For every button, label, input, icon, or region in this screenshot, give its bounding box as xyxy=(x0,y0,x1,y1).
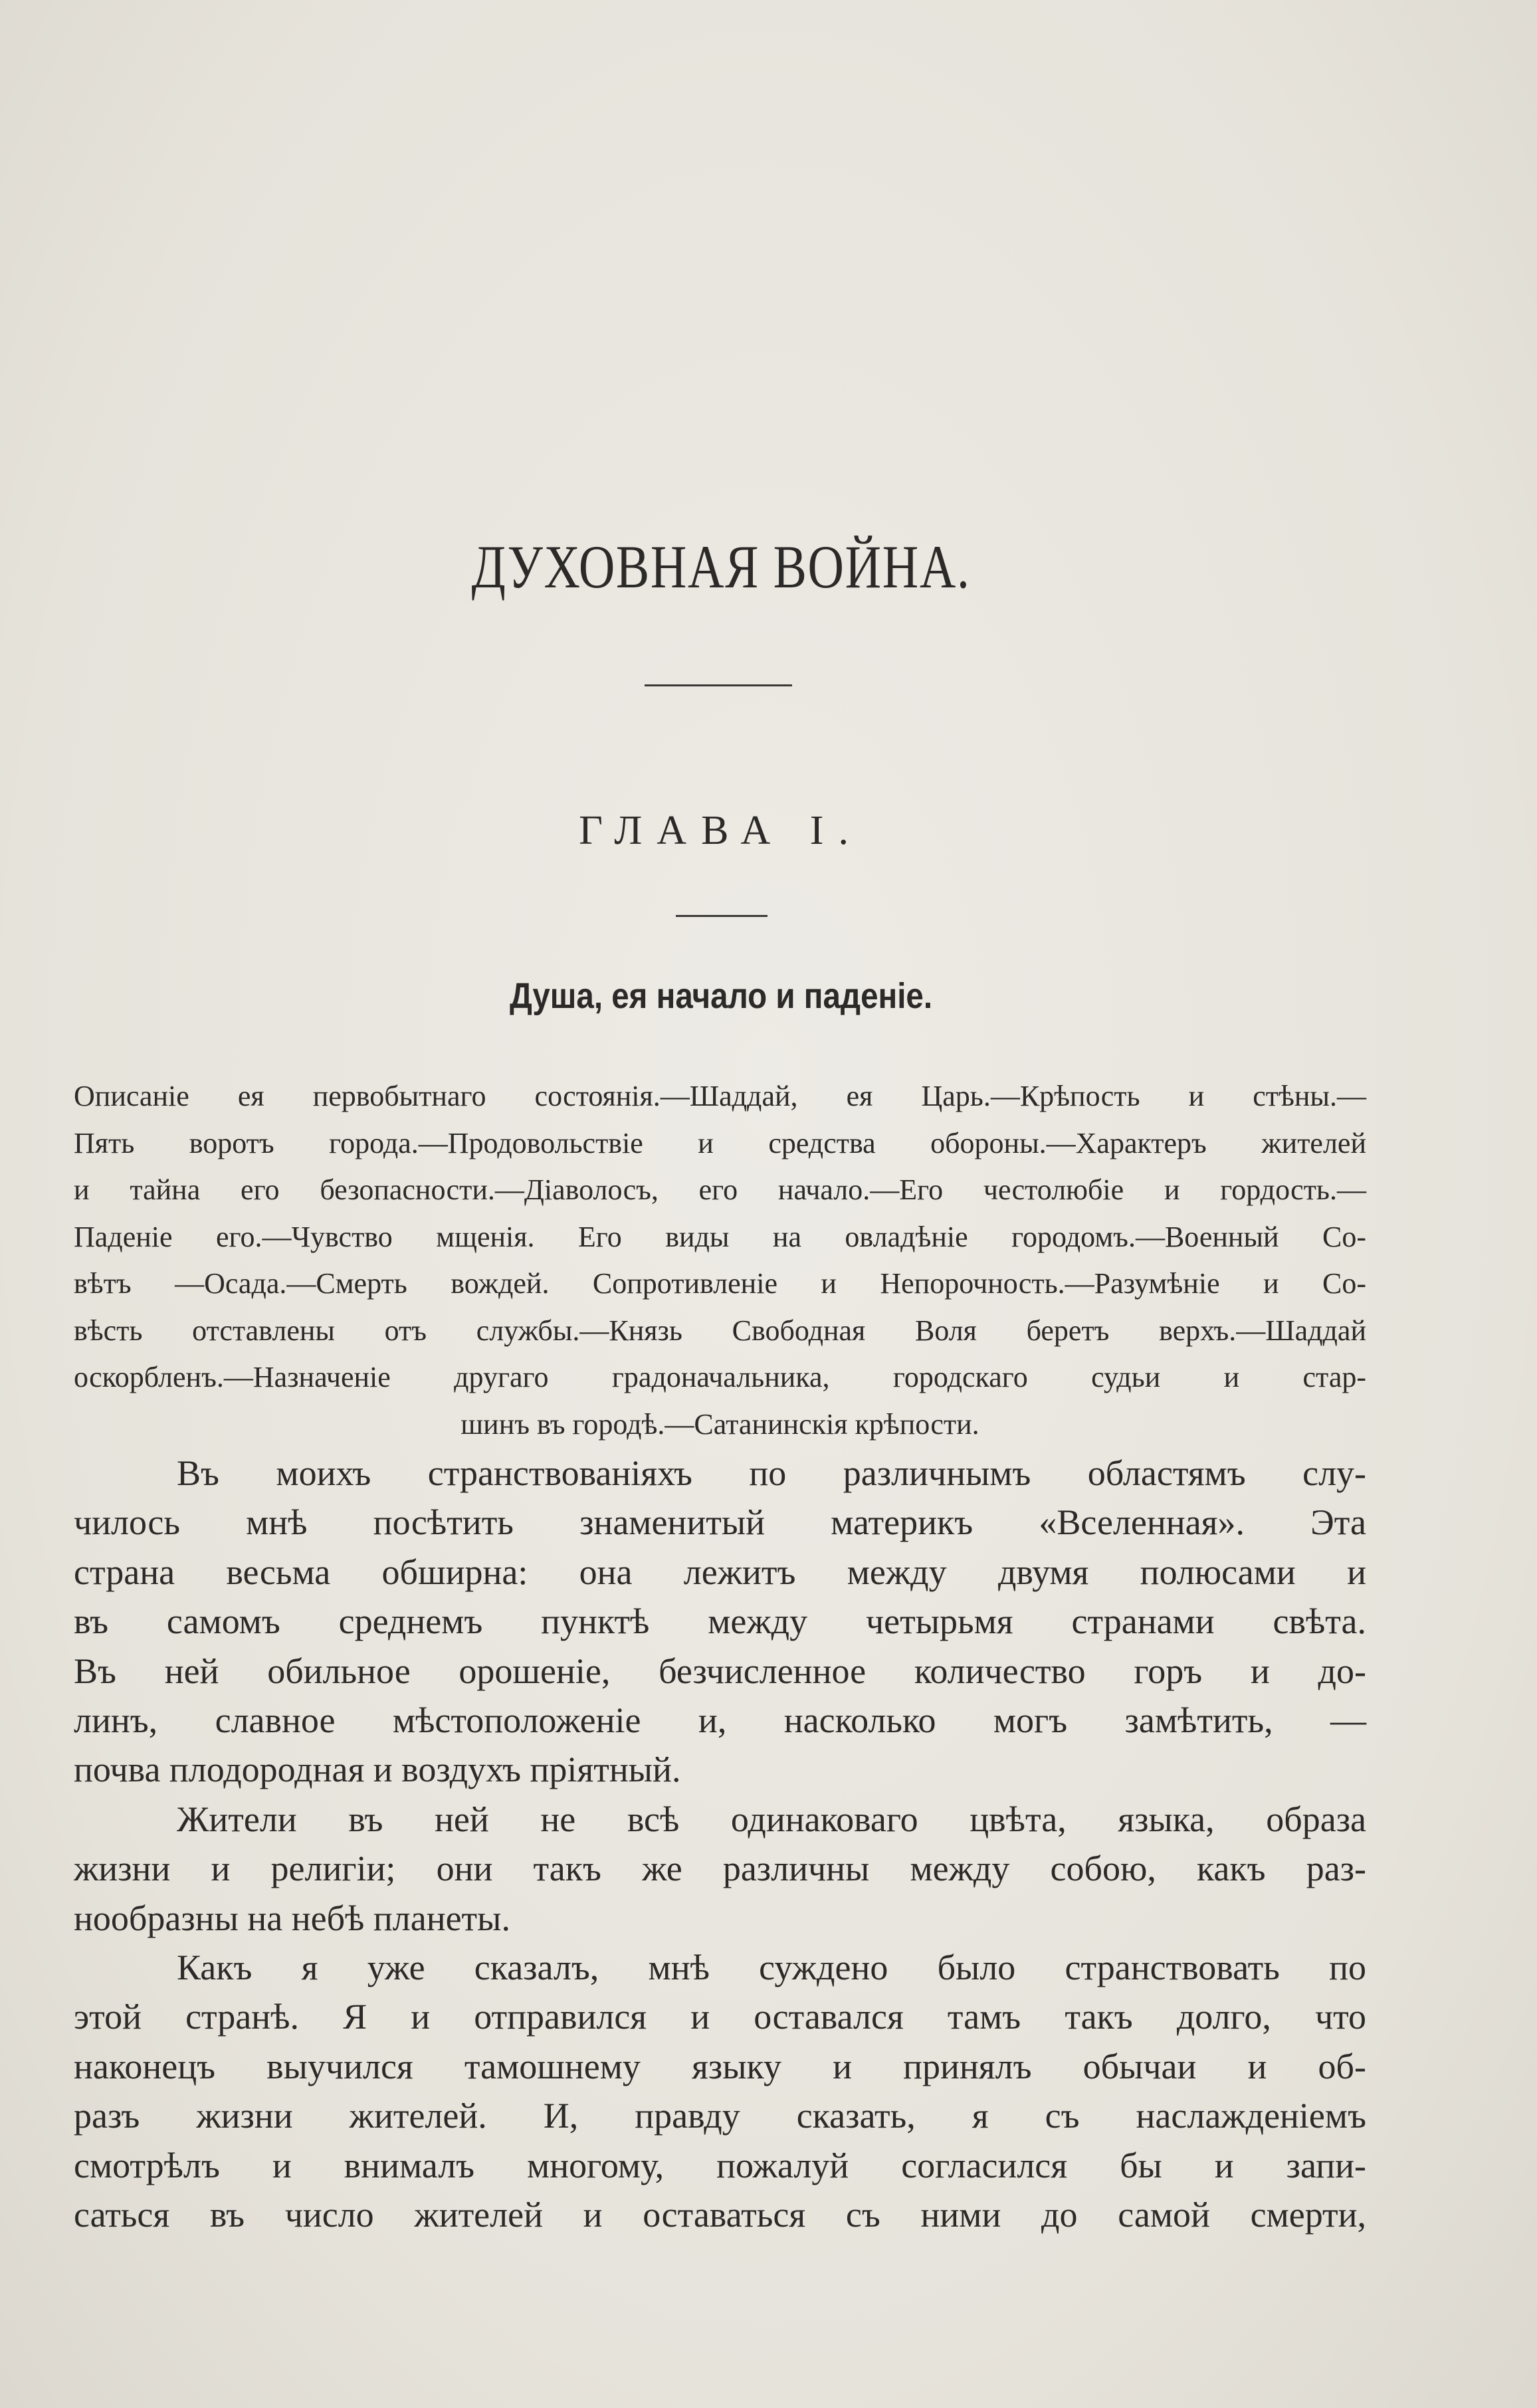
body-line: нообразны на небѣ планеты. xyxy=(74,1898,510,1938)
summary-line: Пять воротъ города.—Продовольствіе и средства обороны.—Характеръ жителей xyxy=(74,1126,1366,1159)
summary-line: и тайна его безопасности.—Діаволосъ, его начало.—Его честолюбіе и гордость.— xyxy=(74,1173,1366,1206)
body-line: Жители въ ней не всѣ одинаковаго цвѣта, языка, образа xyxy=(177,1799,1366,1839)
body-line: Въ моихъ странствованіяхъ по различнымъ областямъ слу- xyxy=(177,1453,1366,1493)
body-text xyxy=(74,1449,1366,2240)
summary-line: Описаніе ея первобытнаго состоянія.—Шаддай, ея Царь.—Крѣпость и стѣны.— xyxy=(74,1080,1366,1112)
book-title: ДУХОВНАЯ ВОЙНА. xyxy=(471,533,971,601)
body-line: жизни и религіи; они такъ же различны между собою, какъ раз- xyxy=(74,1849,1366,1889)
divider-rule xyxy=(645,684,792,686)
body-line: смотрѣлъ и внималъ многому, пожалуй согласился бы и запи- xyxy=(74,2145,1366,2185)
body-line: почва плодородная и воздухъ пріятный. xyxy=(74,1750,681,1790)
body-line: саться въ число жителей и оставаться съ ними до самой смерти, xyxy=(74,2195,1366,2235)
body-line: разъ жизни жителей. И, правду сказать, я съ наслажденіемъ xyxy=(74,2096,1366,2136)
body-line: наконецъ выучился тамошнему языку и принялъ обычаи и об- xyxy=(74,2046,1366,2086)
chapter-summary xyxy=(74,1073,1366,1448)
body-line: линъ, славное мѣстоположеніе и, насколько могъ замѣтить, — xyxy=(74,1700,1366,1741)
chapter-subtitle: Душа, ея начало и паденіе. xyxy=(509,976,933,1016)
body-line: Въ ней обильное орошеніе, безчисленное количество горъ и до- xyxy=(74,1651,1366,1691)
summary-line: оскорбленъ.—Назначеніе другаго градоначальника, городскаго судьи и стар- xyxy=(74,1361,1366,1393)
summary-line: вѣсть отставлены отъ службы.—Князь Свободная Воля беретъ верхъ.—Шаддай xyxy=(74,1314,1366,1347)
summary-line: шинъ въ городѣ.—Сатанинскія крѣпости. xyxy=(461,1407,979,1441)
summary-line: Паденіе его.—Чувство мщенія. Его виды на овладѣніе городомъ.—Военный Со- xyxy=(74,1220,1366,1253)
body-line: чилось мнѣ посѣтить знаменитый материкъ «Вселенная». Эта xyxy=(74,1502,1366,1543)
body-line: въ самомъ среднемъ пунктѣ между четырьмя странами свѣта. xyxy=(74,1601,1366,1642)
body-line: Какъ я уже сказалъ, мнѣ суждено было странствовать по xyxy=(177,1948,1366,1988)
chapter-heading: ГЛАВА I. xyxy=(579,808,863,853)
body-line: этой странѣ. Я и отправился и оставался тамъ такъ долго, что xyxy=(74,1997,1366,2037)
body-line: страна весьма обширна: она лежитъ между двумя полюсами и xyxy=(74,1552,1366,1592)
divider-rule xyxy=(676,915,768,917)
summary-line: вѣтъ —Осада.—Смерть вождей. Сопротивленіе и Непорочность.—Разумѣніе и Со- xyxy=(74,1267,1366,1300)
